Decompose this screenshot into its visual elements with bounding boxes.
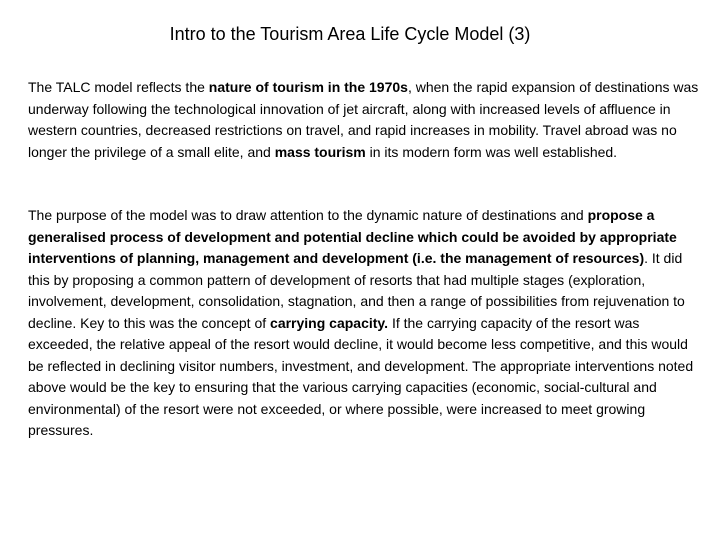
paragraph-1-bold-1: nature of tourism in the 1970s	[208, 79, 408, 95]
paragraph-1-bold-2: mass tourism	[274, 143, 366, 160]
paragraph-1-text-2: , when the rapid expansion of destinations was underway following the technological innovation of jet aircraft, along with increased levels of affluence in western countries, decreased restrictions on travel, and rapid increases in mobility. Travel abroad was no longer the privilege of a small elite, and	[28, 79, 699, 160]
paragraph-1-text-1: The TALC model reflects the	[28, 79, 209, 95]
paragraph-2-text-2: . It did this by proposing a common pattern of development of resorts that had multiple stages (exploration, involvement, development, consolidation, stagnation, and then a range of possibilities from rejuvenation to decline. Key to this was the concept of	[28, 250, 685, 331]
paragraph-2-bold-1: propose a generalised process of development and potential decline which could be avoided by appropriate interventions of planning, management and development (i.e. the management of resources)	[28, 207, 677, 266]
paragraph-1-text-3: in its modern form was well established.	[365, 143, 618, 160]
paragraph-2-text-3: If the carrying capacity of the resort was exceeded, the relative appeal of the resort would decline, it would become less competitive, and this would be reflected in declining visitor numbers, investment, and development. The appropriate interventions noted above would be the key to ensuring that the various carrying capacities (economic, social-cultural and environmental) of the resort were not exceeded, or where possible, were increased to meet growing pressures.	[28, 314, 694, 438]
paragraph-2	[28, 205, 700, 442]
paragraph-1	[28, 77, 700, 163]
paragraph-2-bold-2: carrying capacity.	[270, 314, 389, 331]
paragraph-2-text-1: The purpose of the model was to draw attention to the dynamic nature of destinations and	[28, 207, 588, 223]
slide-title: Intro to the Tourism Area Life Cycle Model (3)	[169, 24, 531, 44]
